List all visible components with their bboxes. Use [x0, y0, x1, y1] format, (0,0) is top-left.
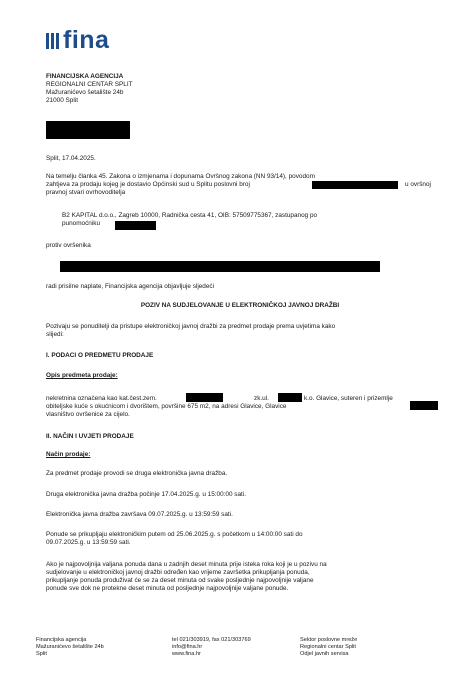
footer-phone: tel 021/303919, fax 021/303769: [172, 637, 251, 643]
redacted-attorney: [115, 221, 156, 230]
document-title: POZIV NA SUDJELOVANJE U ELEKTRONIČKOJ JAVNOJ DRAŽBI: [140, 302, 340, 309]
property-description: [46, 395, 438, 419]
sender-city: 21000 Split: [46, 97, 78, 104]
auction-end: Elektronička javna dražba završava 09.07.2025.g. u 13:59:59 sati.: [46, 511, 233, 518]
property-line-2: obiteljske kuće s okućnicom i dvorištem, površine 675 m2, na adresi Glavice, Glavice: [46, 403, 287, 410]
extension-paragraph: [46, 561, 434, 593]
creditor-line-2: punomoćniku: [62, 220, 101, 227]
property-line-1-a: nekretnina označena kao kat.čest.zem.: [46, 395, 157, 402]
footer-city: Split: [36, 651, 47, 657]
radi-line: radi prisilne naplate, Financijska agencija objavljuje sljedeći: [46, 283, 215, 290]
extension-line-1: Ako je najpovoljnija valjana ponuda dana u zadnjih deset minuta prije isteka roka koji je u pozivu na: [46, 561, 327, 568]
fina-logo: [46, 28, 109, 53]
offers-line-1: Ponude se prikupljaju elektroničkim putem od 25.06.2025.g. s početkom u 14:00:00 sati do: [46, 531, 303, 538]
protiv-line: protiv ovršenika: [46, 242, 91, 249]
sender-org: FINANCIJSKA AGENCIJA: [46, 73, 124, 80]
redacted-recipient: [46, 121, 130, 139]
footer-dept: Odjel javnih servisa: [300, 651, 349, 657]
invite-line-1: Pozivaju se ponuditelji da pristupe elektroničkoj javnoj dražbi za predmet prodaje prema uvjetima kako: [46, 323, 336, 330]
footer-org: Financijska agencija: [36, 637, 87, 643]
sender-street: Mažuranićevo šetalište 24b: [46, 89, 124, 96]
logo-bars-icon: [46, 33, 59, 49]
invite-line-2: slijedi:: [46, 331, 64, 338]
creditor-line-1: B2 KAPITAL d.o.o., Zagreb 10000, Radnička cesta 41, OIB: 57509775367, zastupanog po: [62, 212, 318, 219]
redacted-case-number: [312, 181, 398, 189]
auction-start: Druga elektronička javna dražba počinje 17.04.2025.g. u 15:00:00 sati.: [46, 491, 247, 498]
redacted-address: [410, 401, 438, 410]
offers-paragraph: [46, 531, 434, 547]
redacted-debtor: [60, 261, 380, 272]
section-2-subheading: Način prodaje:: [46, 451, 91, 458]
intro-line-2-end: u ovršnoj: [405, 181, 431, 188]
footer-col-address: [36, 637, 104, 658]
date-line: Split, 17.04.2025.: [46, 155, 96, 162]
offers-line-2: 09.07.2025.g. u 13:59:59 sati.: [46, 539, 131, 546]
redacted-land-registry: [278, 393, 302, 402]
footer-regional: Regionalni centar Split: [300, 644, 356, 650]
sender-center: REGIONALNI CENTAR SPLIT: [46, 81, 133, 88]
extension-line-4: ponude sve dok ne protekne deset minuta od posljednje najpovoljnije valjane ponude.: [46, 585, 289, 592]
intro-line-2-text: zahtjeva za prodaju kojeg je dostavio Općinski sud u Splitu poslovni broj: [46, 181, 250, 188]
footer-col-department: [300, 637, 357, 658]
footer-email: info@fina.hr: [172, 644, 203, 650]
property-line-1-c: k.o. Glavice, suteren i prizemlje: [304, 395, 393, 402]
logo-word: fina: [63, 26, 110, 54]
footer-web: www.fina.hr: [172, 651, 201, 657]
property-line-1-b: zk.ul.: [254, 395, 269, 402]
sale-type: Za predmet prodaje provodi se druga elektronička javna dražba.: [46, 470, 228, 477]
property-line-3: vlasništvo ovršenice za cijelo.: [46, 411, 130, 418]
footer-street: Mažuranićevo šetalište 24b: [36, 644, 104, 650]
section-1-subheading: Opis predmeta prodaje:: [46, 372, 118, 379]
intro-line-3: pravnoj stvari ovrhovoditelja: [46, 189, 126, 196]
extension-line-3: prikupljanje ponuda produživat će se za deset minuta od svake posljednje najpovoljnije valjane: [46, 577, 314, 584]
section-1-heading: I. PODACI O PREDMETU PRODAJE: [46, 352, 154, 359]
section-2-heading: II. NAČIN I UVJETI PRODAJE: [46, 433, 134, 440]
invite-paragraph: [46, 323, 434, 339]
footer-col-contact: [172, 637, 251, 658]
footer-sector: Sektor poslovne mreže: [300, 637, 358, 643]
intro-line-1: Na temelju članka 45. Zakona o izmjenama i dopunama Ovršnog zakona (NN 93/14), povodom: [46, 173, 315, 180]
extension-line-2: sudjelovanje u elektroničkoj javnoj dražbi određen kao vrijeme završetka prikupljanja ponuda,: [46, 569, 310, 576]
redacted-parcel: [186, 393, 223, 402]
sender-address: [46, 73, 133, 105]
